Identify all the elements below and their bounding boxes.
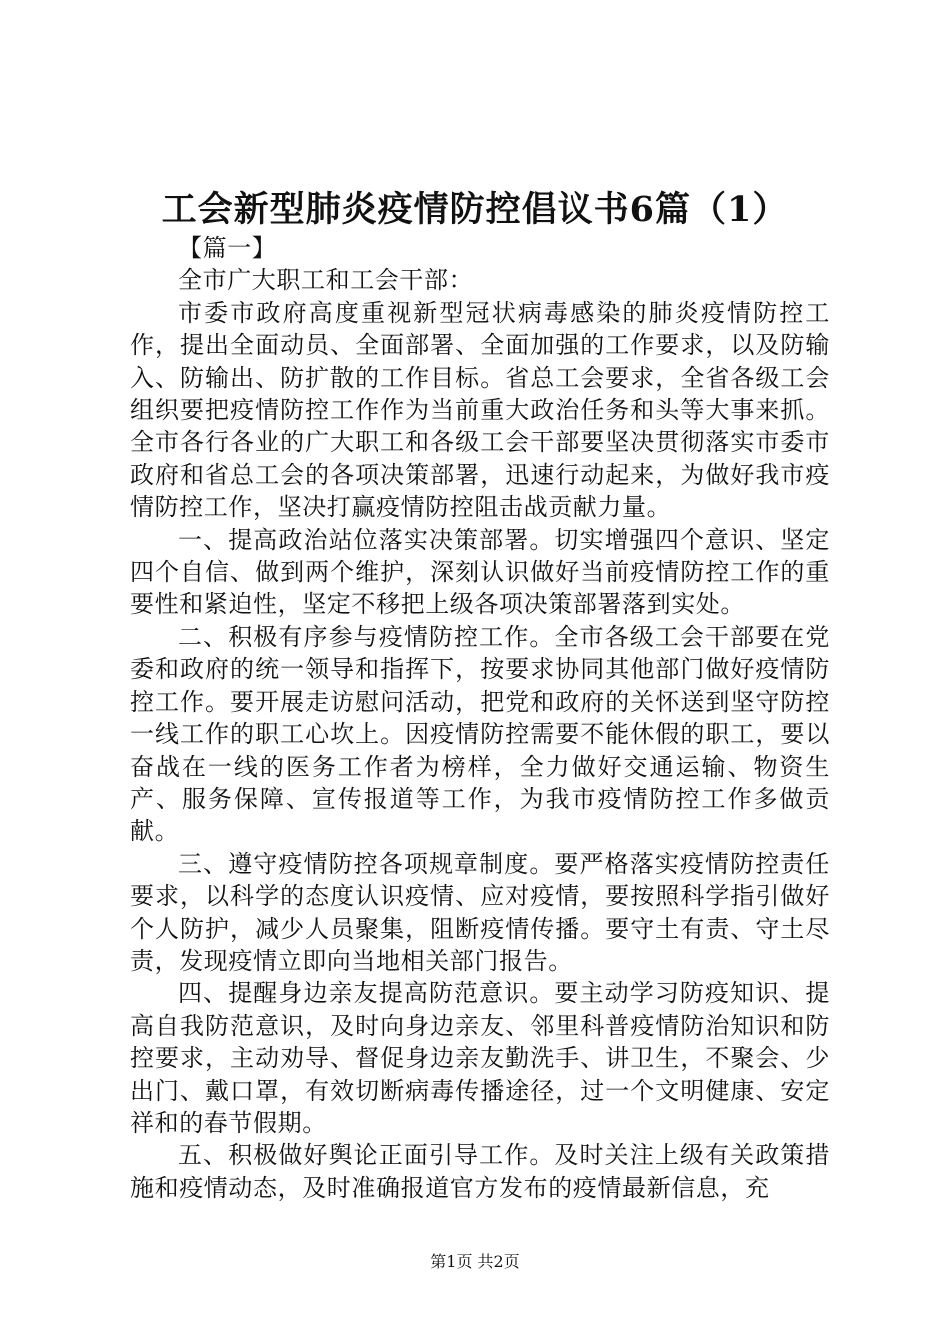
section-heading: 【篇一】 [178, 234, 277, 262]
paragraph-intro: 市委市政府高度重视新型冠状病毒感染的肺炎疫情防控工作，提出全面动员、全面部署、全面加强的工作要求，以及防输入、防输出、防扩散的工作目标。省总工会要求，全省各级工会组织要把疫情防控工作作为当前重大政治任务和头等大事来抓。全市各行各业的广大职工和各级工会干部要坚决贯彻落实市委市政府和省总工会的各项决策部署，迅速行动起来，为做好我市疫情防控工作，坚决打赢疫情防控阻击战贡献力量。 [130, 298, 830, 522]
paragraph-item-3: 三、遵守疫情防控各项规章制度。要严格落实疫情防控责任要求，以科学的态度认识疫情、应对疫情，要按照科学指引做好个人防护，减少人员聚集，阻断疫情传播。要守土有责、守土尽责，发现疫情立即向当地相关部门报告。 [130, 849, 830, 975]
paragraph-item-2: 二、积极有序参与疫情防控工作。全市各级工会干部要在党委和政府的统一领导和指挥下，按要求协同其他部门做好疫情防控工作。要开展走访慰问活动，把党和政府的关怀送到坚守防控一线工作的职工心坎上。因疫情防控需要不能休假的职工，要以奋战在一线的医务工作者为榜样，全力做好交通运输、物资生产、服务保障、宣传报道等工作，为我市疫情防控工作多做贡献。 [130, 622, 830, 846]
document-body [130, 232, 830, 1204]
salutation: 全市广大职工和工会干部： [178, 266, 474, 295]
document-title: 工会新型肺炎疫情防控倡议书6篇（1） [161, 189, 789, 230]
paragraph-item-4: 四、提醒身边亲友提高防范意识。要主动学习防疫知识、提高自我防范意识，及时向身边亲友、邻里科普疫情防治知识和防控要求，主动劝导、督促身边亲友勤洗手、讲卫生，不聚会、少出门、戴口罩，有效切断病毒传播途径，过一个文明健康、安定祥和的春节假期。 [130, 979, 830, 1137]
paragraph-item-1: 一、提高政治站位落实决策部署。切实增强四个意识、坚定四个自信、做到两个维护，深刻认识做好当前疫情防控工作的重要性和紧迫性，坚定不移把上级各项决策部署落到实处。 [130, 525, 830, 619]
paragraph-item-5: 五、积极做好舆论正面引导工作。及时关注上级有关政策措施和疫情动态，及时准确报道官方发布的疫情最新信息，充 [130, 1141, 830, 1202]
page-footer: 第1页 共2页 [430, 1252, 520, 1271]
